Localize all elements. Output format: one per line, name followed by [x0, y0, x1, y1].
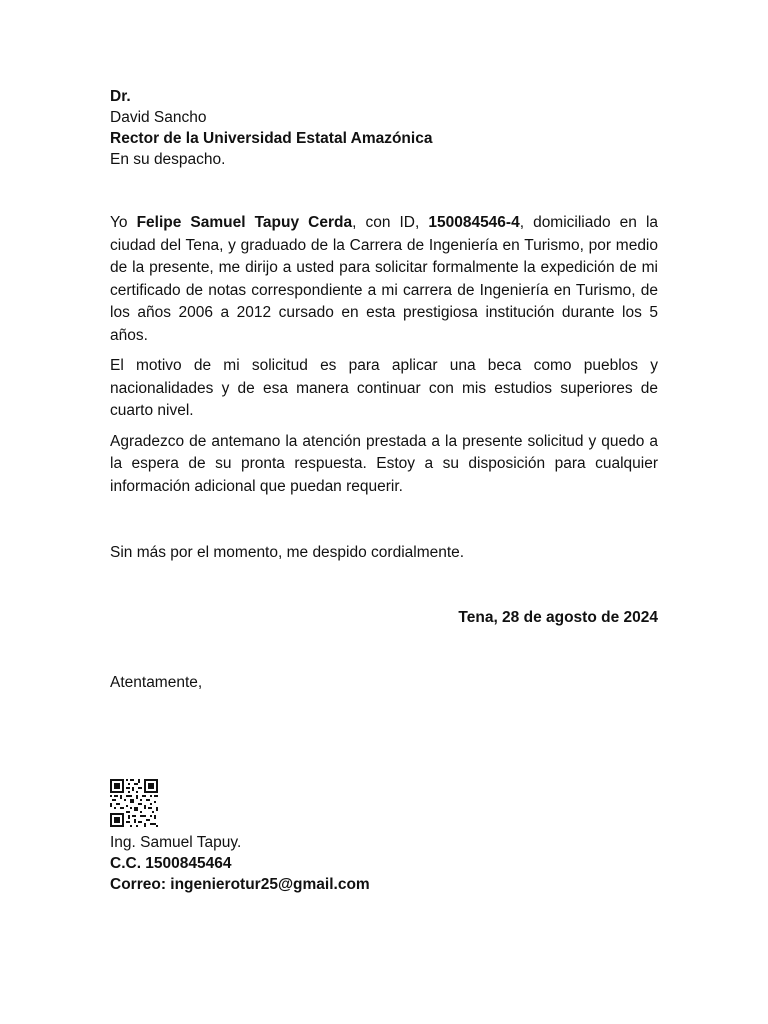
- body-paragraph-3: Agradezco de antemano la atención prestada a la presente solicitud y quedo a la espera de su pronta respuesta. Estoy a su disposición para cualquier información adicional que puedan requerir.: [110, 432, 658, 495]
- addressee-location: En su despacho.: [110, 151, 226, 168]
- p1-id-number: 150084546-4: [428, 214, 520, 231]
- signature-id: C.C. 1500845464: [110, 855, 232, 872]
- p1-mid: , con ID,: [352, 214, 429, 231]
- p1-rest: , domiciliado en la ciudad del Tena, y graduado de la Carrera de Ingeniería en Turismo, por medio de la presente, me dirijo a usted para solicitar formalmente la expedición de mi certificado de notas correspondiente a mi carrera de Ingeniería en Turismo, de los años 2006 a 2012 cursado en esta prestigiosa institución durante los 5 años.: [110, 214, 659, 344]
- body-paragraph-2: El motivo de mi solicitud es para aplicar una beca como pueblos y nacionalidades y de esa manera continuar con mis estudios superiores de cuarto nivel.: [110, 357, 658, 419]
- addressee-name: David Sancho: [110, 109, 207, 126]
- qr-code-icon: [110, 779, 158, 827]
- addressee-block: [110, 86, 670, 170]
- signature-block: [110, 832, 510, 895]
- letter-body: [110, 212, 658, 506]
- p1-person-name: Felipe Samuel Tapuy Cerda: [136, 214, 353, 231]
- signature-name: Ing. Samuel Tapuy.: [110, 834, 242, 851]
- signature-email: Correo: ingenierotur25@gmail.com: [110, 876, 370, 893]
- addressee-position: Rector de la Universidad Estatal Amazónica: [110, 130, 433, 147]
- closing-line: Sin más por el momento, me despido cordialmente.: [110, 544, 465, 561]
- regards-line: Atentamente,: [110, 674, 203, 691]
- body-paragraph-1: [110, 212, 658, 347]
- p1-prefix: Yo: [110, 214, 137, 231]
- place-date: Tena, 28 de agosto de 2024: [458, 609, 658, 626]
- addressee-title: Dr.: [110, 88, 131, 105]
